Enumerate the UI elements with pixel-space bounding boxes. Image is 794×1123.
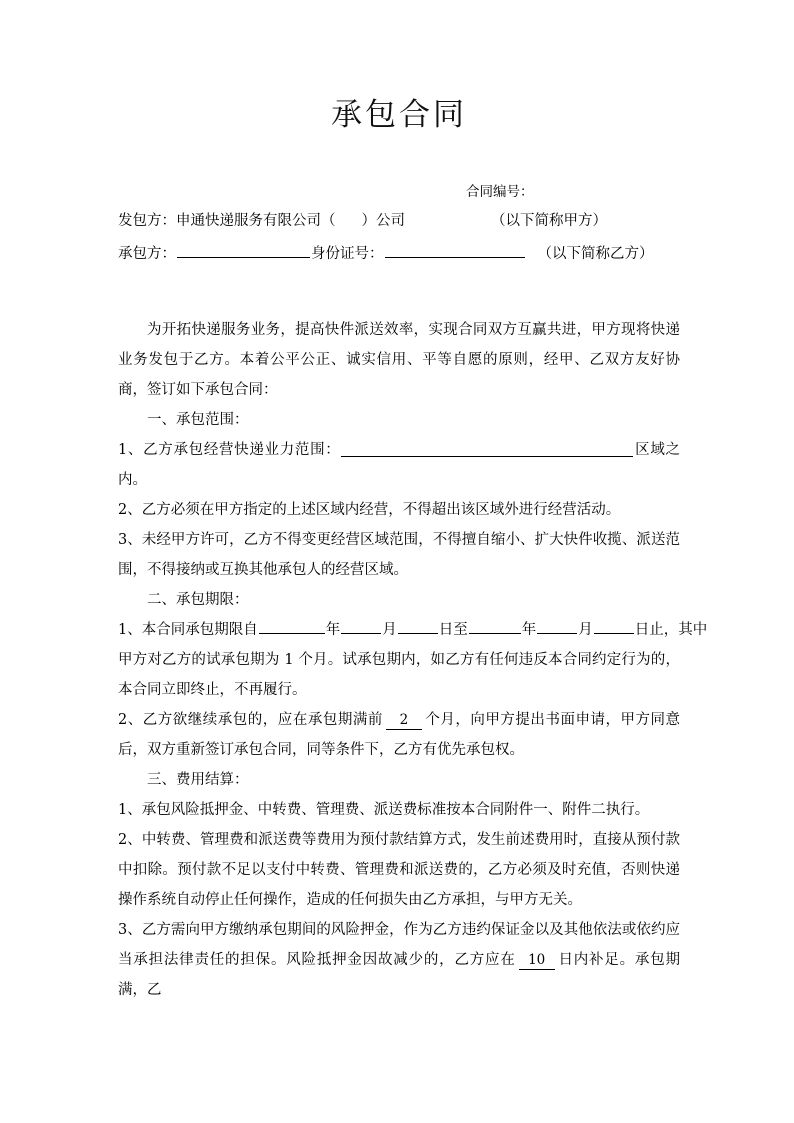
- scope-area-blank[interactable]: [341, 441, 633, 457]
- item-scope-1-suffix: 区域之内。: [118, 441, 680, 488]
- party-b-row: [118, 238, 680, 271]
- party-a-name-suffix: ）公司: [361, 212, 405, 229]
- renewal-notice-months-value[interactable]: 2: [386, 712, 422, 730]
- item-term-1-text: 甲方对乙方的试承包期为 1 个月。试承包期内，如乙方有任何违反本合同约定行为的，本合同立即终止，不再履行。: [118, 651, 680, 698]
- preamble-paragraph: 为开拓快递服务业务，提高快件派送效率，实现合同双方互赢共进，甲方现将快递业务发包于乙方。本着公平公正、诚实信用、平等自愿的原则，经甲、乙双方友好协商，签订如下承包合同：: [118, 321, 680, 398]
- item-fees-3-suffix: 日内补足。承包期满，乙: [118, 951, 681, 998]
- section-heading-term: 二、承包期限：: [147, 591, 249, 608]
- id-number-label: 身份证号：: [311, 245, 384, 262]
- term-end-year-label: 年: [521, 621, 537, 638]
- term-end-year-blank[interactable]: [469, 618, 521, 634]
- term-end-day-label: 日止，其中: [634, 621, 708, 638]
- section-heading-fees: 三、费用结算：: [147, 771, 249, 788]
- term-end-month-blank[interactable]: [537, 618, 577, 634]
- item-fees-3: [118, 915, 680, 1005]
- item-scope-2: 2、乙方必须在甲方指定的上述区域内经营，不得超出该区域外进行经营活动。: [118, 501, 621, 518]
- contract-number-row: [118, 179, 680, 205]
- contract-header: [118, 179, 680, 271]
- party-b-alias: （以下简称乙方）: [537, 245, 654, 262]
- page-title: 承包合同: [331, 97, 467, 133]
- item-term-2-suffix: 个月，向甲方提出书面申请，甲方同意后，双方重新签订承包合同，同等条件下，乙方有优先承包权。: [118, 711, 681, 758]
- party-a-label: 发包方：: [118, 212, 176, 229]
- item-term-2: [118, 705, 680, 765]
- item-scope-3: 3、未经甲方许可，乙方不得变更经营区域范围，不得擅自缩小、扩大快件收揽、派送范围，不得接纳或互换其他承包人的经营区域。: [118, 531, 680, 578]
- section-heading-scope: 一、承包范围：: [147, 411, 249, 428]
- term-start-month-blank[interactable]: [341, 618, 381, 634]
- party-b-label: 承包方：: [118, 245, 176, 262]
- term-start-month-label: 月: [382, 621, 397, 638]
- document-body: [118, 0, 708, 1005]
- item-scope-1-prefix: 1、乙方承包经营快递业力范围：: [118, 441, 341, 458]
- item-term-1-date-line: [118, 622, 707, 638]
- contract-body: [118, 315, 708, 1005]
- party-a-row: [118, 205, 680, 238]
- id-number-blank[interactable]: [385, 242, 525, 258]
- term-start-year-label: 年: [325, 621, 341, 638]
- term-start-year-blank[interactable]: [259, 618, 325, 634]
- term-date-lead: 1、本合同承包期限自: [118, 621, 258, 638]
- item-term-2-prefix: 2、乙方欲继续承包的，应在承包期满前: [118, 711, 383, 728]
- term-end-month-label: 月: [578, 621, 593, 638]
- party-b-name-blank[interactable]: [177, 242, 310, 258]
- item-fees-1: 1、承包风险抵押金、中转费、管理费、派送费标准按本合同附件一、附件二执行。: [118, 801, 650, 818]
- term-start-day-label: 日至: [438, 621, 468, 638]
- party-a-alias: （以下简称甲方）: [491, 212, 607, 229]
- item-scope-1: [118, 435, 680, 495]
- term-end-day-blank[interactable]: [594, 618, 634, 634]
- item-fees-3-prefix: 3、乙方需向甲方缴纳承包期间的风险押金，作为乙方违约保证金以及其他依法或依约应当承担法律责任的担保。风险抵押金因故减少的，乙方应在: [118, 921, 680, 968]
- item-term-1: [118, 615, 708, 705]
- deposit-replenish-days-value[interactable]: 10: [519, 952, 555, 970]
- term-start-day-blank[interactable]: [398, 618, 438, 634]
- contract-number-label: 合同编号：: [466, 183, 534, 200]
- party-a-name: 申通快递服务有限公司（: [176, 212, 336, 229]
- item-fees-2: 2、中转费、管理费和派送费等费用为预付款结算方式，发生前述费用时，直接从预付款中扣除。预付款不足以支付中转费、管理费和派送费的，乙方必须及时充值，否则快递操作系统自动停止任何操作，造成的任何损失由乙方承担，与甲方无关。: [118, 831, 680, 908]
